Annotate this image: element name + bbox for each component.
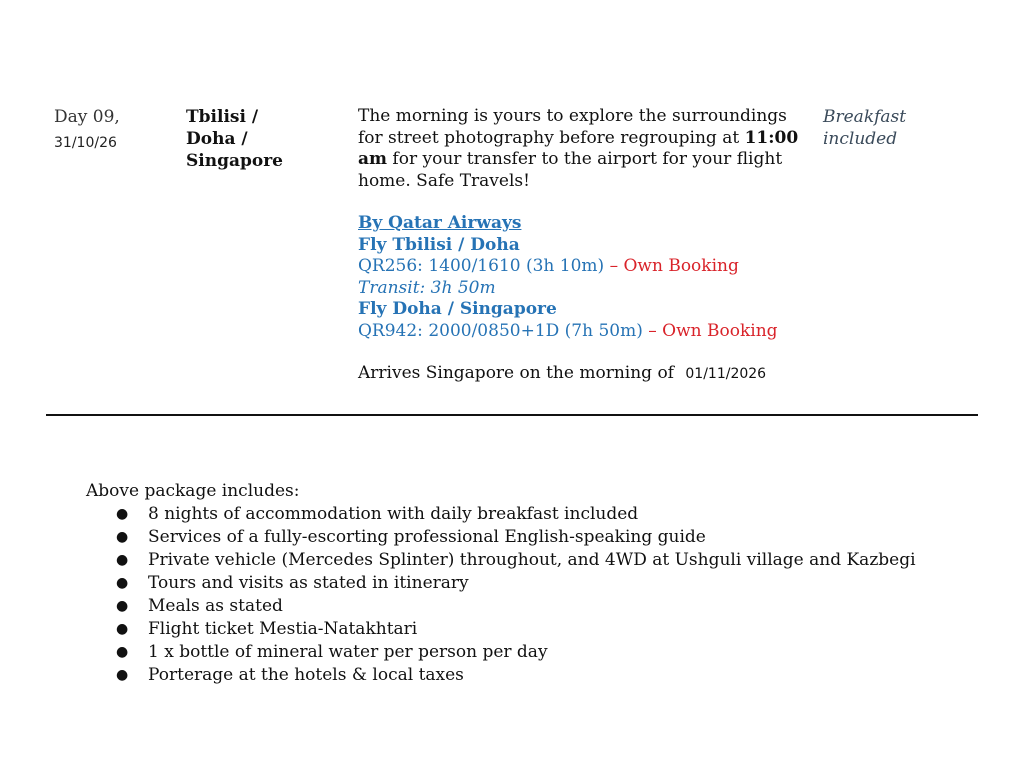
city-origin: Tbilisi /: [186, 107, 259, 127]
bullet-icon: ●: [116, 621, 129, 637]
package-includes-title: Above package includes:: [86, 481, 300, 501]
description-outro: for your transfer to the airport for your flight home. Safe Travels!: [358, 149, 783, 191]
meal-line-1: Breakfast: [823, 107, 907, 127]
meal-line-2: included: [823, 129, 898, 149]
day-column: [54, 106, 174, 154]
regroup-time: 11:00 am: [358, 127, 799, 169]
day-description: [358, 106, 814, 192]
arrival-date: 01/11/2026: [685, 366, 767, 382]
list-item: [86, 664, 986, 687]
day-date: 31/10/26: [54, 135, 117, 151]
itinerary-row-day-09: [0, 106, 1024, 396]
package-includes-list: [86, 503, 986, 687]
city-destination: Singapore: [186, 151, 283, 171]
list-item-text: Tours and visits as stated in itinerary: [148, 573, 469, 593]
list-item-text: Flight ticket Mestia-Natakhtari: [148, 619, 418, 639]
day-label: Day 09,: [54, 107, 120, 127]
list-item: [86, 595, 986, 618]
list-item: [86, 572, 986, 595]
bullet-icon: ●: [116, 552, 129, 568]
flight1-detail: QR256: 1400/1610 (3h 10m): [358, 256, 610, 276]
flight1-route: Fly Tbilisi / Doha: [358, 234, 520, 255]
list-item: [86, 549, 986, 572]
flight1-booking-note: – Own Booking: [609, 256, 739, 276]
bullet-icon: ●: [116, 667, 129, 683]
bullet-icon: ●: [116, 529, 129, 545]
transit-info: Transit: 3h 50m: [358, 277, 496, 298]
flight2-route: Fly Doha / Singapore: [358, 299, 557, 319]
list-item: [86, 618, 986, 641]
city-transit: Doha /: [186, 129, 248, 149]
list-item-text: 8 nights of accommodation with daily breakfast included: [148, 504, 639, 524]
arrival-text: Arrives Singapore on the morning of: [358, 363, 680, 383]
bullet-icon: ●: [116, 575, 129, 591]
flight2-detail: QR942: 2000/0850+1D (7h 50m): [358, 320, 649, 341]
description-intro: The morning is yours to explore the surroundings for street photography before regrouping at: [358, 106, 787, 148]
list-item-text: Porterage at the hotels & local taxes: [148, 665, 464, 685]
list-item-text: 1 x bottle of mineral water per person per day: [148, 642, 548, 662]
description-column: [358, 106, 814, 386]
airline-link[interactable]: By Qatar Airways: [358, 213, 522, 233]
list-item: [86, 526, 986, 549]
cities-column: [186, 106, 336, 172]
list-item: [86, 641, 986, 664]
arrival-info: [358, 363, 814, 386]
flight2-info: [358, 321, 814, 343]
flight1-info: [358, 256, 814, 278]
list-item-text: Services of a fully-escorting professional English-speaking guide: [148, 527, 706, 547]
bullet-icon: ●: [116, 598, 129, 614]
meals-column: [823, 106, 973, 150]
bullet-icon: ●: [116, 506, 129, 522]
section-divider: [46, 414, 978, 416]
package-includes: [86, 480, 986, 687]
bullet-icon: ●: [116, 644, 129, 660]
list-item: [86, 503, 986, 526]
list-item-text: Private vehicle (Mercedes Splinter) throughout, and 4WD at Ushguli village and Kazbegi: [148, 550, 916, 570]
list-item-text: Meals as stated: [148, 596, 283, 616]
flight2-booking-note: – Own Booking: [648, 320, 778, 341]
